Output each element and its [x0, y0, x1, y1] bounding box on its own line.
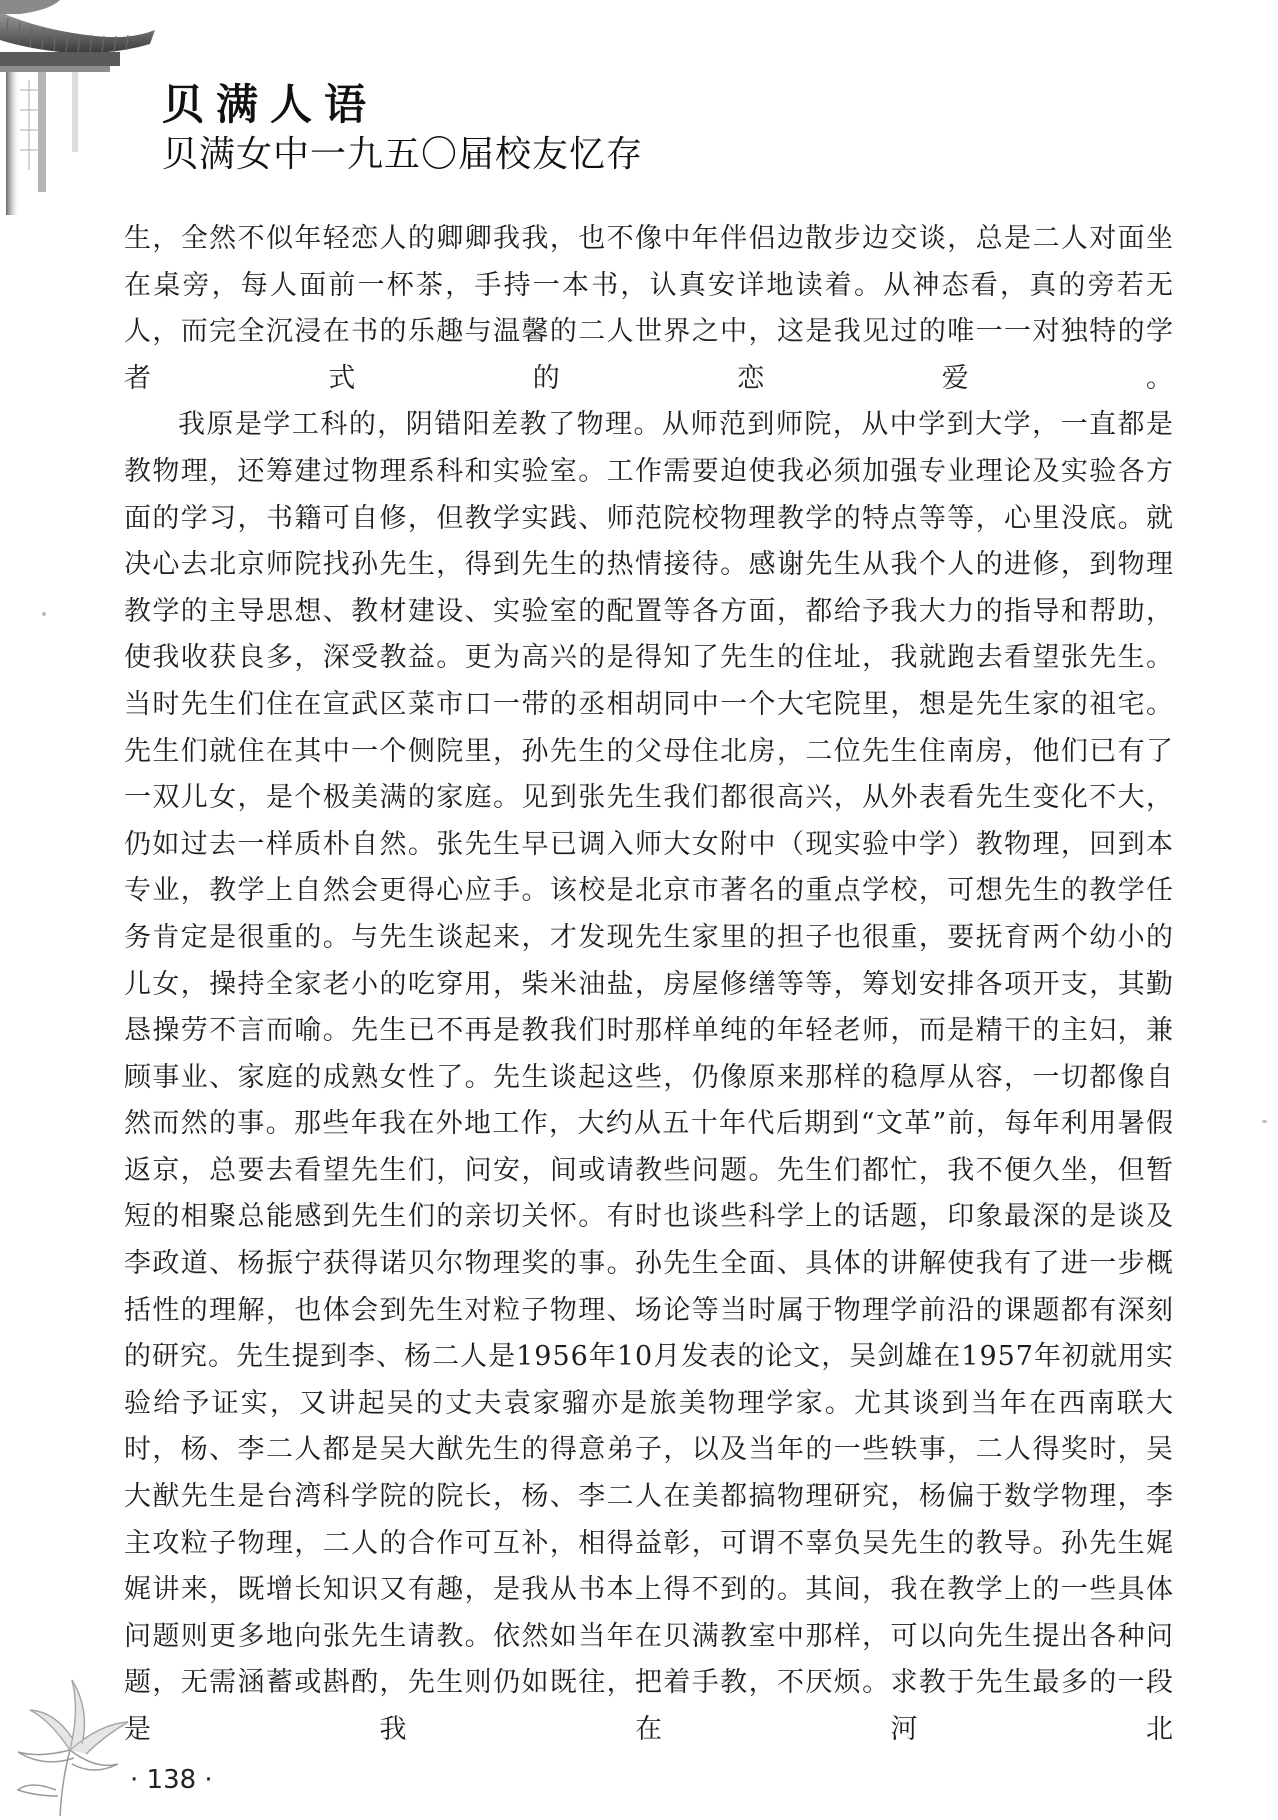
- text-line: 时先生们住在宣武区菜市口一带的丞相胡同中一个大宅院里，想是先生家的祖宅。: [152, 688, 1175, 720]
- text-line: 事业、家庭的成熟女性了。先生谈起这些，仍像原来那样的稳厚从容，一切都像自然: [124, 1061, 1175, 1140]
- text-line: 物理，二人的合作可互补，相得益彰，可谓不辜负吴先生的教导。孙先生娓娓讲来，既: [124, 1527, 1175, 1606]
- text-line: 专业，教学上自然会更得心应手。该校是北京市著名的重点学校，可想先生的教学任: [124, 875, 1174, 907]
- text-line: 方面的学习，书籍可自修，但教学实践、师范院校物理教学的特点等等，心里没底。就: [124, 455, 1174, 534]
- text-line: 蓄或斟酌，先生则仍如既往，把着手教，不厌烦。求教于先生最多的一段是我在河北: [124, 1667, 1175, 1745]
- text-line: 面坐在桌旁，每人面前一杯茶，手持一本书，认真安详地读着。从神态看，真的旁: [124, 223, 1174, 301]
- scan-speck: [1262, 1120, 1267, 1123]
- text-line: 政道、杨振宁获得诺贝尔物理奖的事。孙先生全面、具体的讲解使我有了进一步概括: [124, 1248, 1175, 1326]
- text-line: 先生们就住在其中一个侧院里，孙先生的父母住北房，二位先生住南房，他们已有了: [124, 735, 1174, 767]
- text-line: 决心去北京师院找孙先生，得到先生的热情接待。感谢先生从我个人的进修，到物理: [124, 549, 1174, 581]
- text-line: 务肯定是很重的。与先生谈起来，才发现先生家里的担子也很重，要抚育两个幼小的: [124, 921, 1174, 953]
- text-line: 给予证实，又讲起吴的丈夫袁家骝亦是旅美物理学家。尤其谈到当年在西南联大时，: [124, 1387, 1175, 1466]
- text-line: 性的理解，也体会到先生对粒子物理、场论等当时属于物理学前沿的课题都有深刻的: [124, 1294, 1175, 1373]
- text-line: 相聚总能感到先生们的亲切关怀。有时也谈些科学上的话题，印象最深的是谈及李: [124, 1201, 1175, 1280]
- paragraph-2: [124, 402, 1174, 1753]
- text-line: 操劳不言而喻。先生已不再是教我们时那样单纯的年轻老师，而是精干的主妇，兼顾: [124, 1015, 1175, 1093]
- text-line: 独特的学者式的恋爱。: [124, 316, 1175, 394]
- text-line: 杨、李二人都是吴大猷先生的得意弟子，以及当年的一些轶事，二人得奖时，吴大猷先: [124, 1434, 1175, 1513]
- section-title: 贝满人语: [162, 80, 379, 129]
- text-line: 教学的主导思想、教材建设、实验室的配置等各方面，都给予我大力的指导和帮助，使: [124, 595, 1174, 674]
- paragraph-1: [124, 216, 1174, 402]
- pavilion-illustration: [0, 0, 175, 215]
- text-line: 我原是学工科的，阴错阳差教了物理。从师范到师院，从中学到大学，一直都是: [178, 409, 1174, 441]
- text-line: 教物理，还筹建过物理系科和实验室。工作需要迫使我必须加强专业理论及实验各: [124, 455, 1146, 487]
- text-line: 研究。先生提到李、杨二人是1956年10月发表的论文，吴剑雄在1957年初就用实验: [124, 1341, 1175, 1419]
- book-subtitle: 贝满女中一九五〇届校友忆存: [162, 134, 644, 175]
- text-line: 生，全然不似年轻恋人的卿卿我我，也不像中年伴侣边散步边交谈，总是二人对: [124, 223, 1118, 254]
- article-body: [124, 216, 1174, 1754]
- text-line: 仍如过去一样质朴自然。张先生早已调入师大女附中（现实验中学）教物理，回到本: [124, 828, 1174, 860]
- text-line: 一双儿女，是个极美满的家庭。见到张先生我们都很高兴，从外表看先生变化不大，: [124, 782, 1174, 814]
- page-number: · 138 ·: [130, 1765, 213, 1795]
- text-line: 生是台湾科学院的院长，杨、李二人在美都搞物理研究，杨偏于数学物理，李主攻粒子: [124, 1481, 1175, 1559]
- text-line: 儿女，操持全家老小的吃穿用，柴米油盐，房屋修缮等等，筹划安排各项开支，其勤恳: [124, 968, 1174, 1047]
- text-line: 增长知识又有趣，是我从书本上得不到的。其间，我在教学上的一些具体问题则更多: [124, 1574, 1175, 1652]
- text-line: 而然的事。那些年我在外地工作，大约从五十年代后期到“文革”前，每年利用暑假返: [124, 1108, 1175, 1186]
- scan-speck: [42, 612, 46, 616]
- text-line: 京，总要去看望先生们，问安，间或请教些问题。先生们都忙，我不便久坐，但暂短的: [124, 1154, 1175, 1233]
- text-line: 地向张先生请教。依然如当年在贝满教室中那样，可以向先生提出各种问题，无需涵: [124, 1620, 1175, 1699]
- text-line: 若无人，而完全沉浸在书的乐趣与温馨的二人世界之中，这是我见过的唯一一对: [124, 269, 1175, 348]
- text-line: 我收获良多，深受教益。更为高兴的是得知了先生的住址，我就跑去看望张先生。当: [124, 642, 1175, 720]
